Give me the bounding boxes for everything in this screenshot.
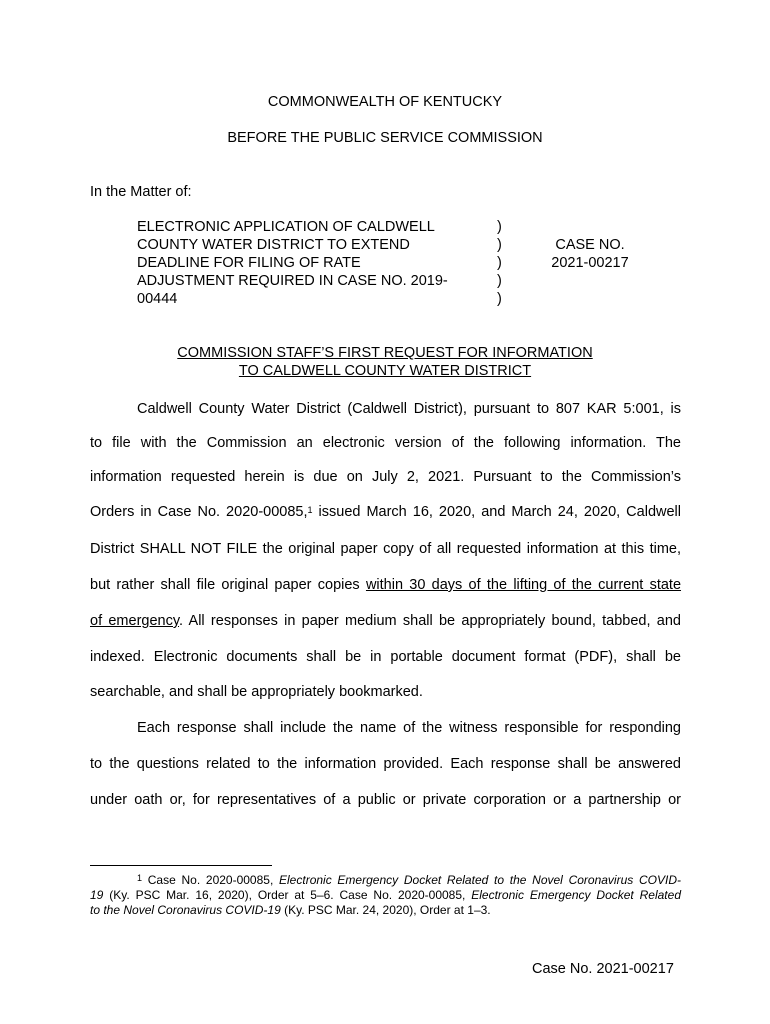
- footnote-fragment: (Ky. PSC Mar. 16, 2020), Order at 5–6. Case No. 2020-00085,: [103, 888, 472, 902]
- footnote-line: [137, 873, 681, 888]
- body-text-line: Each response shall include the name of the witness responsible for responding: [137, 720, 681, 736]
- footnote-fragment: Case No. 2020-00085,: [142, 873, 280, 887]
- body-text-fragment: Orders in Case No. 2020-00085,: [90, 504, 308, 520]
- body-text-fragment: but rather shall file original paper copies: [90, 577, 366, 593]
- body-text-line: indexed. Electronic documents shall be in portable document format (PDF), shall be: [90, 649, 681, 665]
- body-text-line: information requested herein is due on July 2, 2021. Pursuant to the Commission’s: [90, 469, 681, 485]
- body-text-line: [90, 576, 681, 594]
- caption-paren: ): [497, 273, 502, 289]
- caption-line-3: DEADLINE FOR FILING OF RATE: [137, 255, 361, 271]
- caption-line-2: COUNTY WATER DISTRICT TO EXTEND: [137, 237, 410, 253]
- caption-paren: ): [497, 219, 502, 235]
- document-subtitle: [0, 362, 770, 380]
- caption-line-4: ADJUSTMENT REQUIRED IN CASE NO. 2019-: [137, 273, 448, 289]
- footnote-marker: 1: [137, 873, 143, 883]
- footer-case-reference: Case No. 2021-00217: [532, 961, 674, 977]
- body-text-line: [90, 503, 681, 521]
- body-text-line: to the questions related to the information provided. Each response shall be answered: [90, 756, 681, 772]
- footnote-case-title: Electronic Emergency Docket Related to the Novel Coronavirus COVID-: [279, 873, 681, 887]
- caption-paren: ): [497, 255, 502, 271]
- footnote-separator: [90, 865, 272, 866]
- case-label: CASE NO.: [555, 237, 625, 253]
- body-text-line: under oath or, for representatives of a public or private corporation or a partnership or: [90, 792, 681, 808]
- footnote-reference: 1: [307, 505, 313, 515]
- body-text-fragment: . All responses in paper medium shall be appropriately bound, tabbed, and: [179, 613, 681, 629]
- caption-paren: ): [497, 237, 502, 253]
- body-text-line: [90, 612, 681, 630]
- footnote-case-title: 19: [90, 888, 104, 902]
- caption-line-1: ELECTRONIC APPLICATION OF CALDWELL: [137, 219, 435, 235]
- footnote-case-title: Electronic Emergency Docket Related: [471, 888, 681, 902]
- footnote-fragment: (Ky. PSC Mar. 24, 2020), Order at 1–3.: [280, 903, 491, 917]
- title-line-2: TO CALDWELL COUNTY WATER DISTRICT: [238, 363, 532, 379]
- body-text-line: Caldwell County Water District (Caldwell District), pursuant to 807 KAR 5:001, is: [137, 401, 681, 417]
- underlined-deadline: of emergency: [90, 613, 180, 629]
- caption-line-5: 00444: [137, 291, 178, 307]
- footnote-case-title: to the Novel Coronavirus COVID-19: [90, 903, 281, 917]
- case-number: 2021-00217: [551, 255, 629, 271]
- body-text-line: to file with the Commission an electronic version of the following information. The: [90, 435, 681, 451]
- footnote-line: [90, 888, 681, 903]
- body-text-fragment: issued March 16, 2020, and March 24, 2020, Caldwell: [312, 504, 681, 520]
- title-line-1: COMMISSION STAFF’S FIRST REQUEST FOR INFORMATION: [177, 345, 593, 361]
- document-title: [0, 344, 770, 362]
- header-commonwealth: COMMONWEALTH OF KENTUCKY: [267, 94, 503, 110]
- underlined-deadline: within 30 days of the lifting of the current state: [365, 577, 682, 593]
- header-commission: BEFORE THE PUBLIC SERVICE COMMISSION: [227, 130, 543, 146]
- body-text-line: District SHALL NOT FILE the original paper copy of all requested information at this time,: [90, 541, 681, 557]
- body-text-line: searchable, and shall be appropriately bookmarked.: [90, 684, 423, 700]
- footnote-line: [90, 903, 681, 918]
- matter-intro: In the Matter of:: [90, 184, 192, 200]
- caption-paren: ): [497, 291, 502, 307]
